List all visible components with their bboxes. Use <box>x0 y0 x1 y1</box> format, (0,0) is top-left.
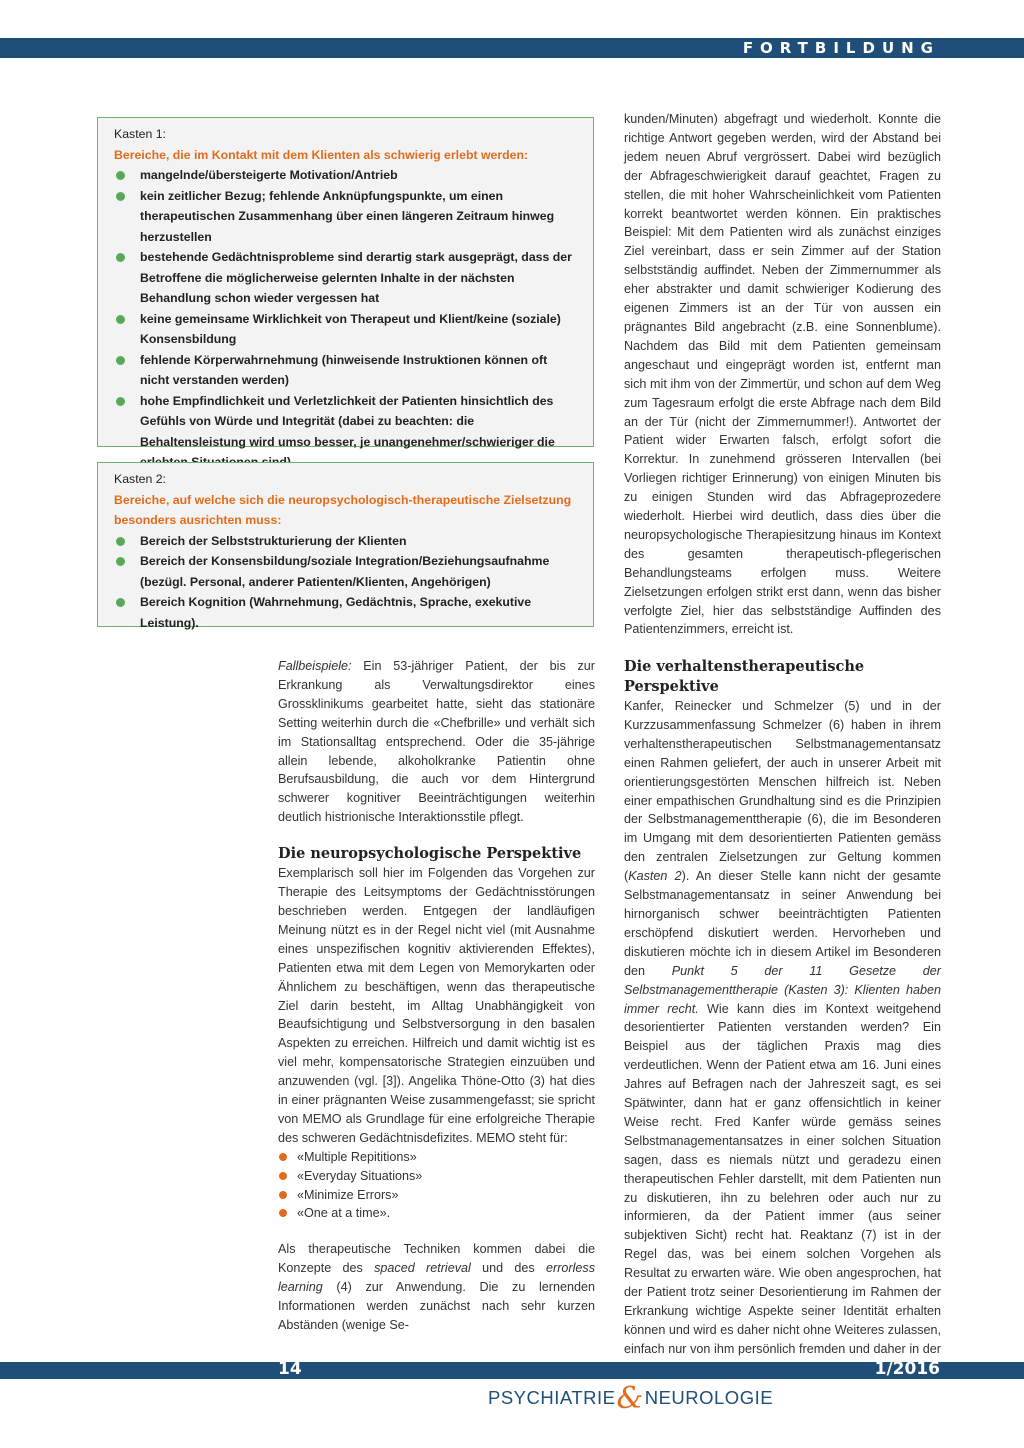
issue-number: 1/2016 <box>874 1359 940 1379</box>
list-item: «Multiple Repititions» <box>278 1148 595 1167</box>
memo-list <box>278 1148 595 1224</box>
bullet-icon <box>116 253 125 262</box>
bullet-icon <box>116 315 125 324</box>
page-number: 14 <box>278 1359 302 1379</box>
paragraph: Exemplarisch soll hier im Folgenden das Vorgehen zur Therapie des Leitsymptoms der Gedächtnisstörungen beschrieben werden. Entgegen der landläufigen Meinung nützt es in der Regel nicht viel (mit Ausnahme eines unspezifischen kognitiv aktivierenden Effektes), Patienten etwa mit dem Legen von Memorykarten oder Ähnlichem zu beschäftigen, wenn das therapeutische Ziel darin besteht, im Alltag Unabhängigkeit von Beaufsichtigung und Selbstversorgung in den basalen Aspekten zu erreichen. Hilfreich und damit wichtig ist es viel mehr, kompensatorische Strategien einzuüben und anzuwenden (vgl. [3]). Angelika Thöne-Otto (3) hat dies in einer prägnanten Weise zusammengefasst; sie spricht von MEMO als Grundlage für eine erfolgreiche Therapie des schweren Gedächtnisdefizites. MEMO steht für: <box>278 866 595 1145</box>
left-column <box>278 657 595 1335</box>
box-title: Kasten 2: <box>114 472 166 486</box>
box-subtitle: Bereiche, die im Kontakt mit dem Klienten als schwierig erlebt werden: <box>114 147 529 162</box>
paragraph: Als therapeutische Techniken kommen dabei die Konzepte des spaced retrieval und des errorless learning (4) zur Anwendung. Die zu lernenden Informationen werden zunächst nach sehr kurzen Abständen (wenige Se- <box>278 1242 595 1332</box>
section-heading: Die verhaltenstherapeutische Perspektive <box>624 658 865 695</box>
list-item: bestehende Gedächtnisprobleme sind derartig stark ausgeprägt, dass der Betroffene die möglicherweise gelernten Inhalte in der nächsten Behandlung schon wieder vergessen hat <box>114 247 577 309</box>
right-column-top <box>624 110 941 639</box>
list-item: «One at a time». <box>278 1204 595 1223</box>
bullet-icon <box>116 171 125 180</box>
list-item: «Everyday Situations» <box>278 1167 595 1186</box>
bullet-icon <box>116 557 125 566</box>
bullet-icon <box>116 192 125 201</box>
list-item: kein zeitlicher Bezug; fehlende Anknüpfungspunkte, um einen therapeutischen Zusammenhang über einen längeren Zeitraum hinweg herzustellen <box>114 186 577 248</box>
list-item: fehlende Körperwahrnehmung (hinweisende Instruktionen können oft nicht verstanden werden) <box>114 350 577 391</box>
paragraph: kunden/Minuten) abgefragt und wiederholt. Konnte die richtige Antwort gegeben werden, wird der Abstand bei jedem neuen Abruf vergrössert. Dabei wird bezüglich der Abfrageschwierigkeit darauf geachtet, Fragen zu stellen, die mit hoher Wahrscheinlichkeit vom Patienten korrekt beantwortet werden können. Ein praktisches Beispiel: Mit dem Patienten wird als zunächst einziges Ziel vereinbart, dass er sein Zimmer auf der Station selbstständig auffindet. Neben der Zimmernummer als eher abstrakter und damit schwieriger Kodierung des eigenen Zimmers ist an der Tür von aussen ein prägnantes Bild angebracht (z.B. eine Sonnenblume). Nachdem das Bild mit dem Patienten gemeinsam angeschaut und eingeprägt worden ist, entfernt man sich mit ihm von der Zimmertür, und schon auf dem Weg zum Tagesraum erfolgt die erste Abfrage nach dem Bild an der Tür (nicht der Zimmernummer!). Antwortet der Patient wider Erwarten falsch, erfolgt sofort die Korrektur. In zunehmend grösseren Intervallen (bei Vorliegen richtiger Erinnerung) von einigen Minuten bis zu einigen Stunden wird das Abfrageprozedere wiederholt. Hierbei wird deutlich, dass dies über die neuropsychologische Therapiesitzung hinaus im Kontext des gesamten therapeutisch-pflegerischen Behandlungsteams erfolgen muss. Weitere Zielsetzungen erfolgen strikt erst dann, wenn das bisher verfolgte Ziel, hier das selbstständige Auffinden des Patientenzimmers, erreicht ist. <box>624 112 941 637</box>
ampersand-logo: & <box>616 1381 644 1417</box>
paragraph: Fallbeispiele: Ein 53-jähriger Patient, der bis zur Erkrankung als Verwaltungsdirektor eines Grossklinikums gearbeitet hatte, sieht das stationäre Setting weiterhin durch die «Chefbrille» und verhält sich im Stationsalltag entsprechend. Oder die 35-jährige allein lebende, alkoholkranke Patientin ohne Berufsausbildung, die auch vor dem Hintergrund schwerer kognitiver Beeinträchtigungen weiterhin deutlich histrionische Interaktionsstile pflegt. <box>278 659 595 825</box>
paragraph: Kanfer, Reinecker und Schmelzer (5) und in der Kurzzusammenfassung Schmelzer (6) haben in ihrem verhaltenstherapeutischen Selbstmanagementansatz einen Rahmen geliefert, der auch in unserer Arbeit mit orientierungsgestörten Menschen hilfreich ist. Neben einer empathischen Grundhaltung sind es die Prinzipien der Selbstmanagementtherapie (6), die im Besonderen im Umgang mit dem desorientierten Patienten gemäss den zentralen Zielsetzungen zur Geltung kommen (Kasten 2). An dieser Stelle kann nicht der gesamte Selbstmanagementansatz in seiner Anwendung bei hirnorganisch schwer beeinträchtigten Patienten erschöpfend diskutiert werden. Hervorheben und diskutieren möchte ich in diesem Artikel im Besonderen den Punkt 5 der 11 Gesetze der Selbstmanagementtherapie (Kasten 3): Klienten haben immer recht. Wie kann dies im Kontext weitgehend desorientierter Patienten verstanden werden? Ein Beispiel aus der täglichen Praxis mag dies verdeutlichen. Wenn der Patient etwa am 16. Juni eines Jahres auf Befragen nach der Jahreszeit sagt, es sei Spätwinter, dann hat er ganz offensichtlich in keiner Weise recht. Fred Kanfer würde gemäss seines Selbstmanagementansatzes in einer solchen Situation sagen, dass es niemals nützt und geradezu einen therapeutischen Fehler darstellt, mit dem Patienten nun zu diskutieren, ihn zu belehren oder auch nur zu informieren, da der Patient immer (aus seiner subjektiven Sicht) recht hat. Reaktanz (7) ist in der Regel das, was bei einem solchen Vorgehen als Resultat zu erwarten wäre. Wie oben angesprochen, hat der Patient trotz seiner Desorientierung im Rahmen der Erkrankung wichtige Aspekte seiner Identität erhalten können und wird es daher nicht ohne Weiteres zulassen, einfach nur von ihm persönlich fremden und daher in der <box>624 699 941 1356</box>
info-box-1 <box>97 117 594 447</box>
bullet-icon <box>116 537 125 546</box>
list-item: hohe Empfindlichkeit und Verletzlichkeit der Patienten hinsichtlich des Gefühls von Würde und Integrität (dabei zu beachten: die Behaltensleistung wird umso besser, je unangenehmer/schwieriger die <box>114 391 577 473</box>
bullet-icon <box>116 598 125 607</box>
section-heading: Die neuropsychologische Perspektive <box>278 845 582 863</box>
case-label: Fallbeispiele: <box>278 659 352 673</box>
bullet-icon <box>116 397 125 406</box>
list-item: Bereich Kognition (Wahrnehmung, Gedächtnis, Sprache, exekutive Leistung). <box>114 592 577 633</box>
footer-bar <box>0 1362 1024 1379</box>
box-list <box>114 165 577 473</box>
list-item: Bereich der Konsensbildung/soziale Integration/Beziehungsaufnahme (bezügl. Personal, anderer Patienten/Klienten, Angehörigen) <box>114 551 577 592</box>
box-title: Kasten 1: <box>114 127 166 141</box>
list-item: «Minimize Errors» <box>278 1186 595 1205</box>
list-item: mangelnde/übersteigerte Motivation/Antrieb <box>114 165 577 186</box>
box-subtitle: Bereiche, auf welche sich die neuropsychologisch-therapeutische Zielsetzung besonders ausrichten muss: <box>114 492 572 527</box>
info-box-2 <box>97 462 594 630</box>
list-item: keine gemeinsame Wirklichkeit von Therapeut und Klient/keine (soziale) Konsensbildung <box>114 309 577 350</box>
bullet-icon <box>116 356 125 365</box>
box-list <box>114 531 577 634</box>
list-item: Bereich der Selbststrukturierung der Klienten <box>114 531 577 552</box>
bullet-icon <box>279 1153 287 1161</box>
bullet-icon <box>279 1172 287 1180</box>
bullet-icon <box>279 1209 287 1217</box>
bullet-icon <box>279 1191 287 1199</box>
section-label: FORTBILDUNG <box>742 39 940 57</box>
journal-logo: PSYCHIATRIE&NEUROLOGIE <box>488 1381 774 1417</box>
right-column <box>624 657 941 1378</box>
